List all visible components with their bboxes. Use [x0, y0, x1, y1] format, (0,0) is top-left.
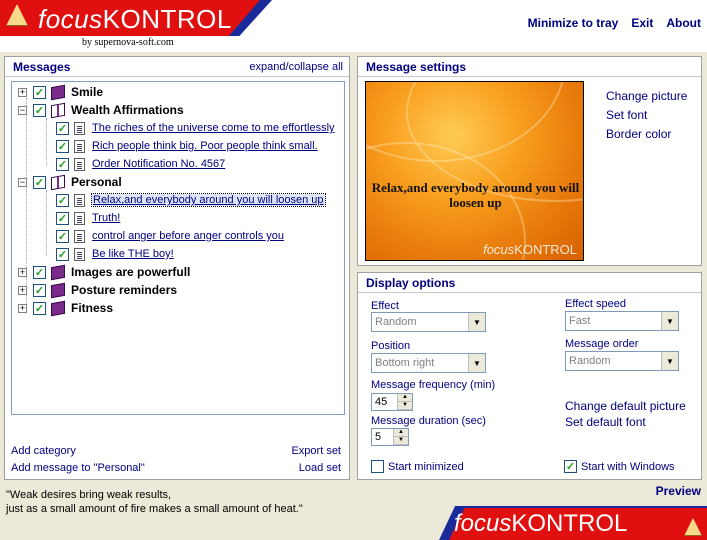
quote-line-1: "Weak desires bring weak results, — [6, 489, 172, 501]
spin-up-icon[interactable]: ▲ — [394, 429, 408, 437]
messages-title: Messages — [13, 59, 71, 74]
add-message-link[interactable]: Add message to "Personal" — [11, 462, 145, 474]
duration-spinner[interactable] — [371, 428, 409, 446]
dropdown-arrow-icon[interactable]: ▼ — [468, 354, 485, 372]
messages-tree[interactable] — [11, 81, 345, 415]
frequency-spinner[interactable] — [371, 393, 413, 411]
tree-message-item[interactable] — [56, 119, 335, 137]
expand-icon[interactable]: + — [19, 266, 26, 277]
message-order-select[interactable] — [565, 351, 679, 371]
message-label[interactable]: Relax,and everybody around you will loosen up — [93, 194, 324, 206]
message-label[interactable]: Rich people think big. Poor people think small. — [92, 140, 318, 152]
category-checkbox[interactable]: ✓ — [34, 86, 45, 99]
message-checkbox[interactable]: ✓ — [57, 194, 68, 207]
display-options-title: Display options — [366, 275, 456, 290]
message-settings-header — [358, 57, 701, 77]
effect-speed-label: Effect speed — [565, 298, 626, 310]
display-options-header — [358, 273, 701, 293]
start-minimized-option[interactable] — [371, 460, 464, 473]
tree-guide-line — [46, 118, 47, 166]
duration-value: 5 — [375, 431, 382, 443]
change-default-picture-link[interactable]: Change default picture — [565, 399, 686, 413]
effect-value: Random — [375, 316, 417, 328]
effect-select[interactable] — [371, 312, 486, 332]
messages-panel — [4, 56, 350, 480]
message-checkbox[interactable]: ✓ — [57, 212, 68, 225]
document-icon — [74, 230, 85, 243]
effect-speed-value: Fast — [569, 315, 591, 327]
quote-text — [6, 488, 303, 516]
message-label[interactable]: Be like THE boy! — [92, 248, 174, 260]
quote-line-2: just as a small amount of fire makes a small amount of heat." — [6, 503, 303, 515]
top-menu — [528, 16, 701, 30]
document-icon — [74, 194, 85, 207]
set-default-font-link[interactable]: Set default font — [565, 415, 646, 429]
tree-message-item[interactable] — [56, 227, 284, 245]
about-link[interactable]: About — [666, 16, 701, 30]
tree-category-smile[interactable] — [18, 83, 103, 101]
tree-category-posture[interactable] — [18, 281, 177, 299]
message-label[interactable]: control anger before anger controls you — [92, 230, 285, 242]
message-order-value: Random — [569, 355, 611, 367]
category-label: Posture reminders — [71, 283, 178, 297]
message-preview-image[interactable] — [365, 81, 584, 261]
message-settings-title: Message settings — [366, 59, 467, 74]
preview-message-text: Relax,and everybody around you will loosen up — [371, 180, 580, 210]
preview-logo-focus: focus — [483, 242, 515, 257]
collapse-icon[interactable]: − — [19, 176, 26, 187]
collapse-icon[interactable]: − — [19, 104, 26, 115]
dropdown-arrow-icon[interactable]: ▼ — [468, 313, 485, 331]
add-category-link[interactable]: Add category — [11, 445, 76, 457]
start-with-windows-option[interactable] — [564, 460, 675, 473]
spin-down-icon[interactable]: ▼ — [398, 402, 412, 410]
category-label: Images are powerfull — [71, 265, 191, 279]
start-minimized-checkbox[interactable] — [371, 460, 384, 473]
duration-label: Message duration (sec) — [371, 415, 486, 427]
document-icon — [74, 158, 85, 171]
message-checkbox[interactable]: ✓ — [57, 140, 68, 153]
export-set-link[interactable]: Export set — [291, 445, 341, 457]
message-checkbox[interactable]: ✓ — [57, 248, 68, 261]
messages-panel-header — [5, 57, 349, 77]
category-checkbox[interactable]: ✓ — [34, 284, 45, 297]
message-checkbox[interactable]: ✓ — [57, 230, 68, 243]
document-icon — [74, 212, 85, 225]
logo-brand: KONTROL — [102, 4, 232, 34]
open-book-icon — [51, 174, 65, 189]
message-label[interactable]: Truth! — [92, 212, 121, 224]
category-label: Wealth Affirmations — [71, 103, 184, 117]
position-select[interactable] — [371, 353, 486, 373]
category-checkbox[interactable]: ✓ — [34, 176, 45, 189]
logo-focus: focus — [38, 4, 103, 34]
category-label: Smile — [71, 85, 104, 99]
tree-message-item-selected[interactable] — [56, 191, 325, 209]
category-checkbox[interactable]: ✓ — [34, 302, 45, 315]
category-checkbox[interactable]: ✓ — [34, 104, 45, 117]
tree-category-fitness[interactable] — [18, 299, 113, 317]
dropdown-arrow-icon[interactable]: ▼ — [661, 312, 678, 330]
message-checkbox[interactable]: ✓ — [57, 158, 68, 171]
expand-icon[interactable]: + — [19, 86, 26, 97]
effect-speed-select[interactable] — [565, 311, 679, 331]
spin-down-icon[interactable]: ▼ — [394, 437, 408, 445]
start-with-windows-checkbox[interactable]: ✓ — [565, 461, 576, 473]
open-book-icon — [51, 102, 65, 117]
message-settings-links — [606, 89, 687, 141]
tree-message-item[interactable] — [56, 209, 120, 227]
start-minimized-label: Start minimized — [388, 460, 464, 473]
document-icon — [74, 248, 85, 261]
message-settings-panel — [357, 56, 702, 266]
category-label: Personal — [71, 175, 122, 189]
preview-logo — [483, 242, 577, 257]
category-label: Fitness — [71, 301, 114, 315]
frequency-value: 45 — [375, 396, 388, 408]
tree-message-item[interactable] — [56, 137, 318, 155]
preview-logo-brand: KONTROL — [514, 242, 577, 257]
minimize-to-tray-link[interactable]: Minimize to tray — [527, 16, 619, 30]
start-with-windows-label: Start with Windows — [581, 460, 675, 473]
display-options-panel — [357, 272, 702, 480]
spin-up-icon[interactable]: ▲ — [398, 394, 412, 402]
byline: by supernova-soft.com — [82, 37, 174, 48]
message-order-label: Message order — [565, 338, 639, 350]
expand-icon[interactable]: + — [19, 302, 26, 313]
document-icon — [74, 122, 85, 135]
tree-category-wealth-affirmations[interactable] — [18, 101, 184, 119]
effect-label: Effect — [371, 300, 399, 312]
category-checkbox[interactable]: ✓ — [34, 266, 45, 279]
tree-message-item[interactable] — [56, 245, 174, 263]
closed-book-icon — [51, 300, 65, 315]
tree-category-personal[interactable] — [18, 173, 122, 191]
position-value: Bottom right — [375, 357, 435, 369]
message-checkbox[interactable]: ✓ — [57, 122, 68, 135]
border-color-link[interactable]: Border color — [606, 127, 672, 141]
expand-collapse-all-link[interactable]: expand/collapse all — [249, 60, 343, 73]
footer-logo — [454, 510, 627, 538]
document-icon — [74, 140, 85, 153]
preview-button[interactable]: Preview — [655, 484, 701, 498]
position-label: Position — [371, 340, 411, 352]
tree-guide-line — [46, 190, 47, 256]
tree-category-images[interactable] — [18, 263, 190, 281]
footer-logo-focus: focus — [454, 510, 512, 537]
spinner-arrows[interactable] — [397, 394, 412, 410]
closed-book-icon — [51, 84, 65, 99]
closed-book-icon — [51, 282, 65, 297]
app-header — [0, 0, 707, 52]
dropdown-arrow-icon[interactable]: ▼ — [661, 352, 678, 370]
message-label[interactable]: Order Notification No. 4567 — [92, 158, 226, 170]
exit-link[interactable]: Exit — [631, 16, 654, 30]
set-font-link[interactable]: Set font — [606, 108, 648, 122]
change-picture-link[interactable]: Change picture — [606, 89, 688, 103]
app-logo — [38, 4, 232, 35]
load-set-link[interactable]: Load set — [298, 462, 341, 474]
expand-icon[interactable]: + — [19, 284, 26, 295]
spinner-arrows[interactable] — [393, 429, 408, 445]
closed-book-icon — [51, 264, 65, 279]
frequency-label: Message frequency (min) — [371, 379, 496, 391]
tree-message-item[interactable] — [56, 155, 225, 173]
message-label[interactable]: The riches of the universe come to me effortlessly — [92, 122, 335, 134]
footer-logo-brand: KONTROL — [511, 510, 628, 537]
